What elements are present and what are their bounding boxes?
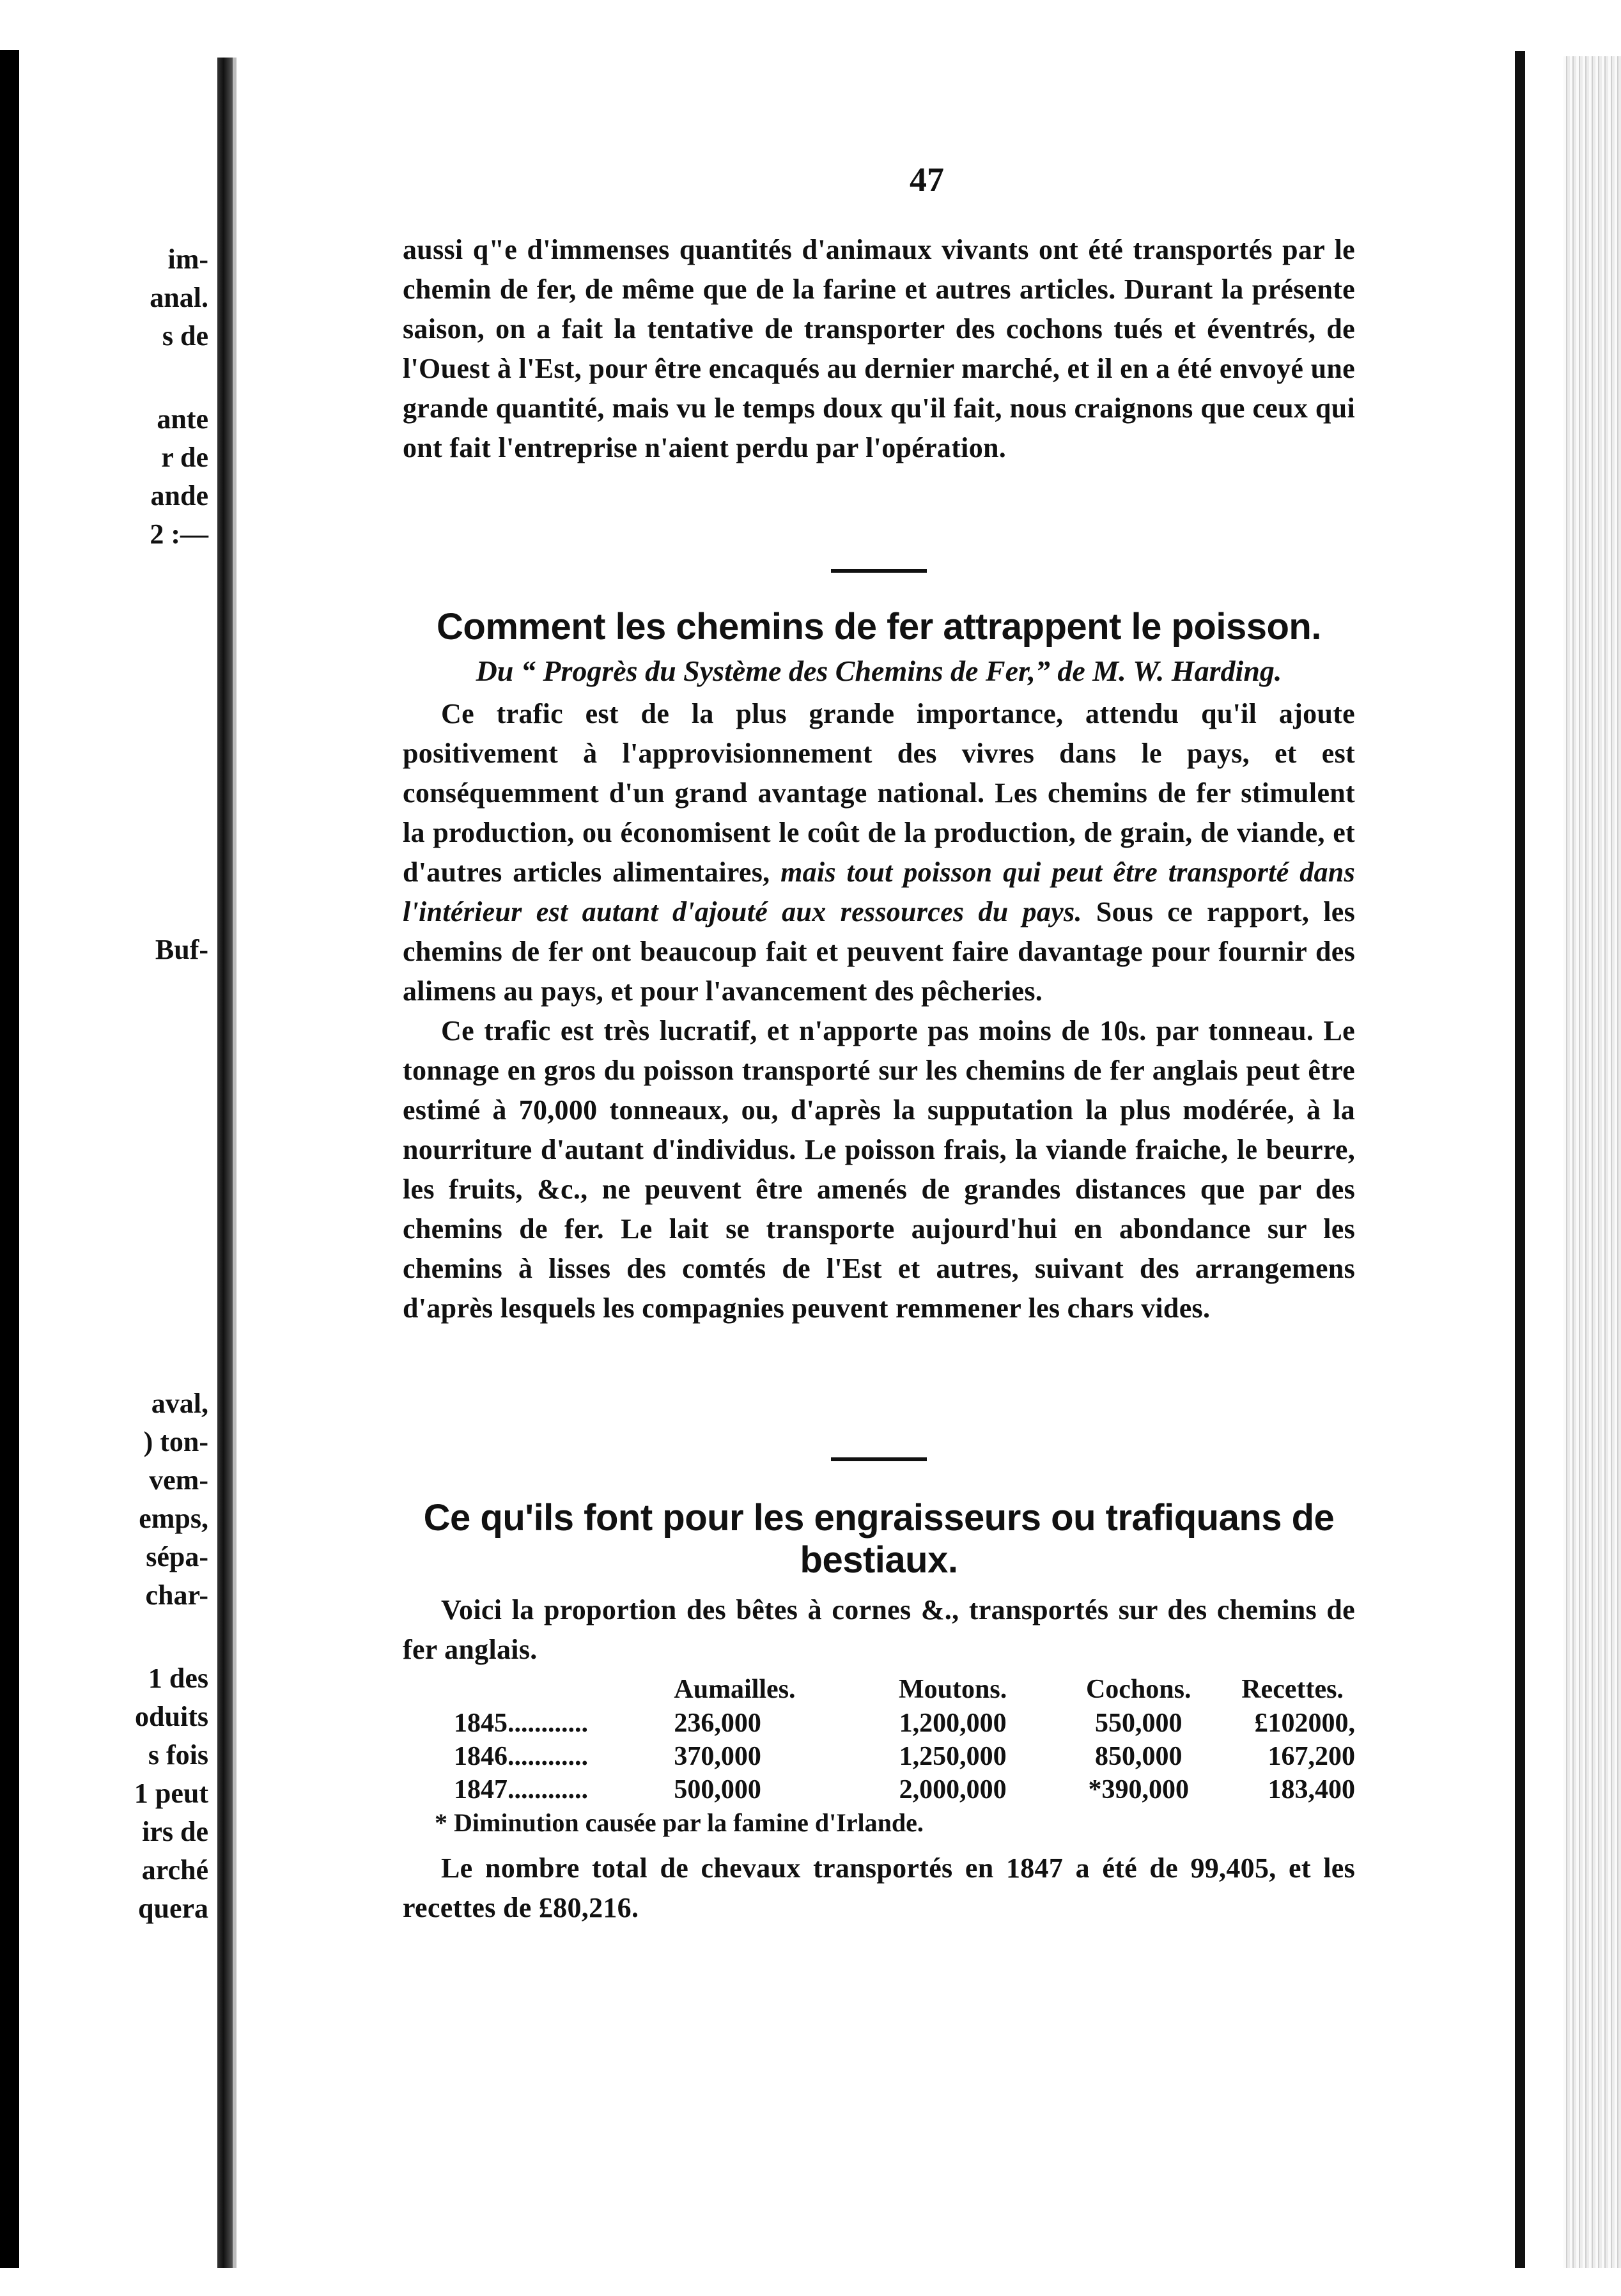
table-row bbox=[454, 1773, 1355, 1806]
cattle-intro: Voici la proportion des bêtes à cornes &., transportés sur des chemins de fer anglais. bbox=[403, 1594, 1355, 1665]
left-page-line: 2 :— bbox=[150, 518, 208, 550]
table-cell: *390,000 bbox=[1088, 1775, 1189, 1804]
left-page-line: quera bbox=[138, 1893, 208, 1924]
table-cell: 1,250,000 bbox=[899, 1742, 1007, 1771]
left-page-line: char- bbox=[145, 1579, 208, 1611]
section-fish bbox=[403, 569, 1355, 1328]
table-header-row bbox=[454, 1672, 1355, 1707]
section-heading-cattle: Ce qu'ils font pour les engraisseurs ou trafiquans de bestiaux. bbox=[423, 1497, 1335, 1581]
book-page-edges bbox=[1563, 56, 1621, 2274]
left-page-line: vem- bbox=[149, 1464, 208, 1496]
fish-p1-italic: mais tout poisson qui peut être transporté dans l'intérieur est autant d'ajouté aux ressources du pays. bbox=[403, 857, 1355, 927]
table-cell: 2,000,000 bbox=[899, 1775, 1007, 1804]
fish-p1-end: Sous ce rapport, les chemins de fer ont beaucoup fait et peuvent faire davantage pour fournir des alimens au pays, et pour l'avancement des pêcheries. bbox=[403, 896, 1356, 1007]
table-header: Recettes. bbox=[1241, 1675, 1344, 1704]
table-cell: 183,400 bbox=[1268, 1775, 1355, 1804]
table-cell: 167,200 bbox=[1268, 1742, 1355, 1771]
table-cell: £102000, bbox=[1254, 1709, 1355, 1738]
left-page-line: oduits bbox=[135, 1701, 208, 1732]
section-rule bbox=[831, 1457, 927, 1461]
table-footnote: * Diminution causée par la famine d'Irlande. bbox=[435, 1808, 924, 1837]
section-heading-fish: Comment les chemins de fer attrappent le poisson. bbox=[437, 606, 1321, 648]
table-header bbox=[454, 1672, 674, 1707]
left-page-line: Buf- bbox=[155, 934, 208, 965]
section-rule bbox=[831, 569, 927, 573]
left-page-line: aval, bbox=[151, 1388, 208, 1419]
left-page-line: 1 peut bbox=[134, 1778, 208, 1809]
table-cell: 550,000 bbox=[1094, 1709, 1183, 1738]
book-gutter bbox=[217, 58, 233, 2276]
left-page-line: sépa- bbox=[146, 1541, 208, 1572]
page-number: 47 bbox=[910, 160, 944, 199]
section-byline: Du “ Progrès du Système des Chemins de Fer,” de M. W. Harding. bbox=[476, 655, 1282, 687]
left-page-line: ante bbox=[157, 403, 208, 435]
fish-paragraph-1 bbox=[403, 694, 1355, 1011]
left-page-line: irs de bbox=[142, 1816, 208, 1847]
horses-paragraph: Le nombre total de chevaux transportés en 1847 a été de 99,405, et les recettes de £80,216. bbox=[403, 1852, 1355, 1923]
scan-top-margin bbox=[0, 0, 1621, 50]
table-cell: 236,000 bbox=[674, 1709, 761, 1738]
left-page-line: s fois bbox=[148, 1739, 208, 1771]
left-page-line: 1 des bbox=[148, 1663, 208, 1694]
table-cell: 850,000 bbox=[1094, 1742, 1183, 1771]
section-cattle bbox=[403, 1457, 1355, 1928]
left-page-line: anal. bbox=[150, 282, 208, 313]
table-cell-year: 1845............ bbox=[454, 1709, 588, 1738]
intro-block bbox=[403, 230, 1355, 468]
left-page-line: arché bbox=[141, 1854, 208, 1886]
table-header: Cochons. bbox=[1085, 1675, 1191, 1704]
table-header: Aumailles. bbox=[674, 1675, 796, 1704]
intro-paragraph: aussi q"e d'immenses quantités d'animaux vivants ont été transportés par le chemin de fer, de même que de la farine et autres articles. Durant la présente saison, on a fait la tentative de transporter des cochons tués et éventrés, de l'Ouest à l'Est, pour être encaqués au dernier marché, et il en a été envoyé une grande quantité, mais vu le temps doux qu'il fait, nous craignons que ceux qui ont fait l'entreprise n'aient perdu par l'opération. bbox=[403, 234, 1355, 463]
page-edge-shadow bbox=[1515, 51, 1525, 2276]
fish-p1-start: Ce trafic est de la plus grande importance, attendu qu'il ajoute positivement à l'approvisionnement des vivres dans le pays, et est conséquemment d'un grand avantage national. Les chemins de fer stimulent la production, ou économisent le coût de la production, de grain, de viande, et d'autres articles alimentaires, bbox=[403, 698, 1355, 888]
table-cell: 500,000 bbox=[674, 1775, 761, 1804]
table-cell-year: 1847............ bbox=[454, 1775, 588, 1804]
left-page-line: emps, bbox=[139, 1503, 208, 1534]
left-page-line: im- bbox=[167, 244, 208, 275]
scan-left-border bbox=[0, 0, 19, 2296]
page-47 bbox=[237, 58, 1515, 2269]
left-page-line: r de bbox=[161, 442, 208, 473]
table-cell: 1,200,000 bbox=[899, 1709, 1007, 1738]
scan-bottom-margin bbox=[0, 2268, 1621, 2296]
left-page-line: ) ton- bbox=[143, 1426, 208, 1457]
left-page-line: ande bbox=[150, 480, 208, 511]
table-cell-year: 1846............ bbox=[454, 1742, 588, 1771]
table-row bbox=[454, 1707, 1355, 1740]
left-page-fragment bbox=[19, 50, 217, 2268]
table-row bbox=[454, 1740, 1355, 1773]
livestock-table bbox=[454, 1672, 1355, 1806]
table-cell: 370,000 bbox=[674, 1742, 761, 1771]
table-header: Moutons. bbox=[899, 1675, 1007, 1704]
left-page-line: s de bbox=[162, 320, 208, 352]
fish-paragraph-2: Ce trafic est très lucratif, et n'apporte pas moins de 10s. par tonneau. Le tonnage en gros du poisson transporté sur les chemins de fer anglais peut être estimé à 70,000 tonneaux, ou, d'après la supputation la plus modérée, à la nourriture d'autant d'individus. Le poisson frais, la viande fraiche, le beurre, les fruits, &c., ne peuvent être amenés de grandes distances que par des chemins de fer. Le lait se transporte aujourd'hui en abondance sur les chemins à lisses des comtés de l'Est et autres, suivant des arrangemens d'après lesquels les compagnies peuvent remmener les chars vides. bbox=[403, 1015, 1355, 1324]
